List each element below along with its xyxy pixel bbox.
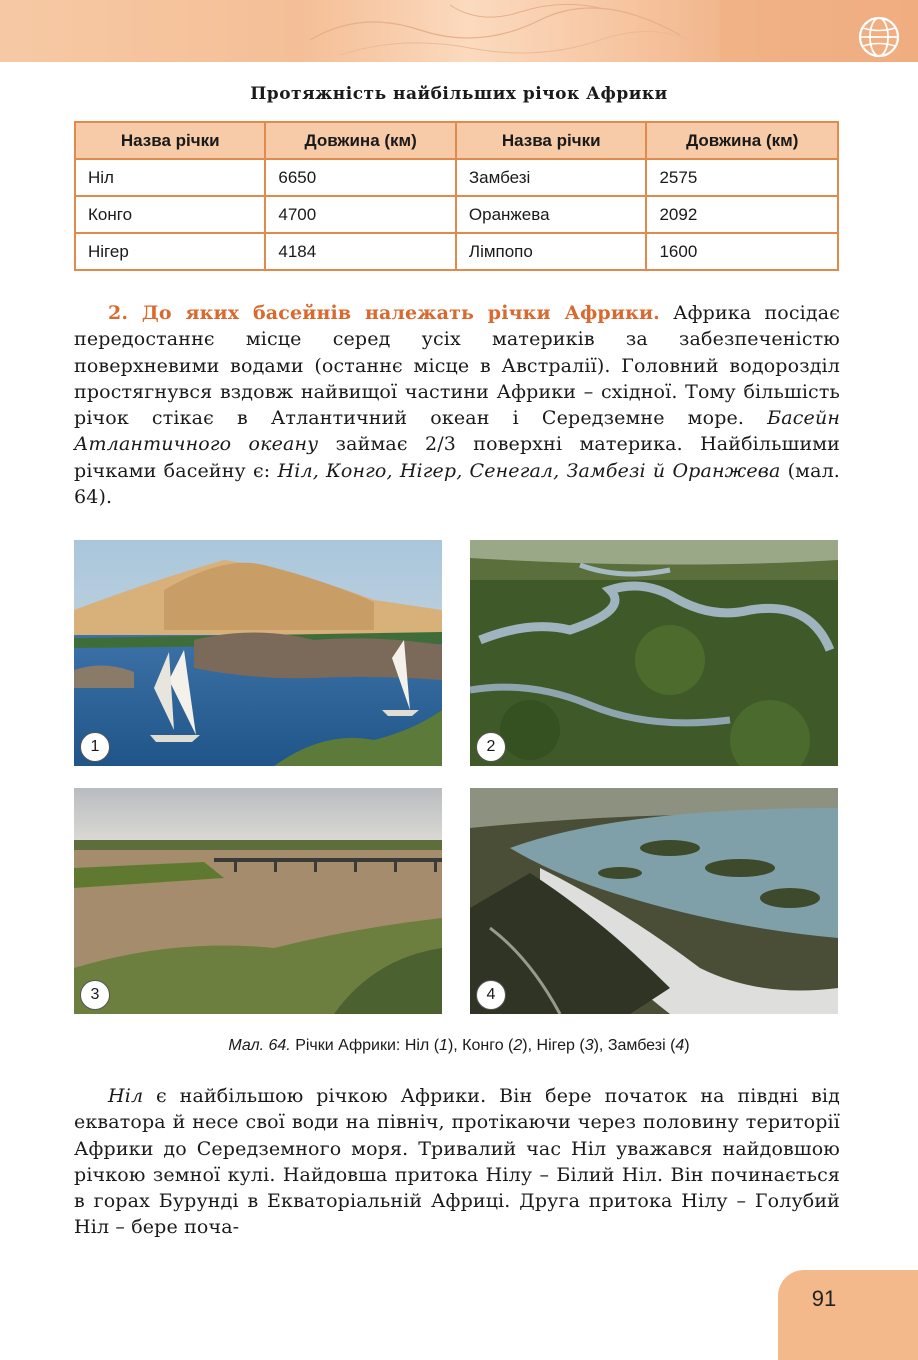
paragraph-text: (мал. 64).	[74, 459, 840, 509]
table-cell: 1600	[646, 233, 838, 270]
table-cell: Ніл	[75, 159, 265, 196]
table-cell: Нігер	[75, 233, 265, 270]
photo-number-badge: 3	[80, 980, 110, 1010]
map-decoration	[300, 0, 720, 62]
photo-number-badge: 2	[476, 732, 506, 762]
table-cell: Оранжева	[456, 196, 647, 233]
figure-caption	[0, 1037, 918, 1055]
photo-niger	[74, 788, 442, 1014]
header-cell: Назва річки	[456, 122, 647, 159]
paragraph-text: займає 2/3 поверхні материка. Найбільшими річками басейну є:	[74, 433, 840, 482]
photo-number-badge: 1	[80, 732, 110, 762]
rivers-table	[74, 121, 839, 271]
photo-congo	[470, 540, 838, 766]
page-number: 91	[811, 1286, 837, 1311]
table-cell: Замбезі	[456, 159, 647, 196]
table-cell: Лімпопо	[456, 233, 647, 270]
table-cell: Конго	[75, 196, 265, 233]
photo-zambezi	[470, 788, 838, 1014]
photo-nile	[74, 540, 442, 766]
nile-paragraph	[74, 1083, 840, 1241]
caption-text: )	[684, 1037, 690, 1054]
page-number-tab	[778, 1270, 918, 1360]
section-paragraph	[74, 300, 840, 510]
header-cell: Довжина (км)	[646, 122, 838, 159]
table-cell: 4700	[265, 196, 456, 233]
caption-number: 3	[584, 1037, 594, 1054]
table-cell: 2092	[646, 196, 838, 233]
header-cell: Назва річки	[75, 122, 265, 159]
caption-label: Мал. 64.	[228, 1037, 291, 1054]
paragraph-text: є найбільшою річкою Африки. Він бере початок на півдні від екватора й несе свої води на північ, протікаючи через половину території Африки до Середземного моря. Тривалий час Ніл уважався найдовшою річкою земної кулі. Найдовша притока Нілу – Білий Ніл. Він починається в горах Бурунді в Екваторіальній Африці. Друга притока Нілу – Голубий Ніл – бере поча-	[74, 1085, 840, 1239]
caption-text: ), Конго (	[447, 1037, 514, 1054]
caption-number: 2	[513, 1037, 523, 1054]
section-heading: 2. До яких басейнів належать річки Африки.	[108, 302, 660, 324]
caption-text: ), Нігер (	[522, 1037, 585, 1054]
paragraph-italic: Ніл	[108, 1085, 144, 1107]
paragraph-italic: Басейн Атлантичного океану	[74, 407, 840, 456]
caption-number: 4	[675, 1037, 685, 1054]
table-cell: 2575	[646, 159, 838, 196]
globe-icon	[856, 14, 902, 60]
caption-number: 1	[439, 1037, 448, 1054]
photo-number-badge: 4	[476, 980, 506, 1010]
table-row	[75, 196, 838, 233]
table-row	[75, 159, 838, 196]
caption-text: Річки Африки: Ніл (	[290, 1037, 440, 1054]
table-cell: 6650	[265, 159, 456, 196]
table-header-row	[75, 122, 838, 159]
header-cell: Довжина (км)	[265, 122, 456, 159]
table-title: Протяжність найбільших річок Африки	[250, 84, 668, 104]
paragraph-text: Африка посідає передостаннє місце серед усіх материків за забезпеченістю поверхневими водами (останнє місце в Австралії). Головний водорозділ простягнувся вздовж найвищої частини Африки – східної. Тому більшість річок стікає в Атлантичний океан і Середземне море.	[74, 302, 840, 430]
caption-text: ), Замбезі (	[593, 1037, 676, 1054]
paragraph-italic: Ніл, Конго, Нігер, Сенегал, Замбезі й Оранжева	[277, 459, 781, 482]
table-row	[75, 233, 838, 270]
table-cell: 4184	[265, 233, 456, 270]
